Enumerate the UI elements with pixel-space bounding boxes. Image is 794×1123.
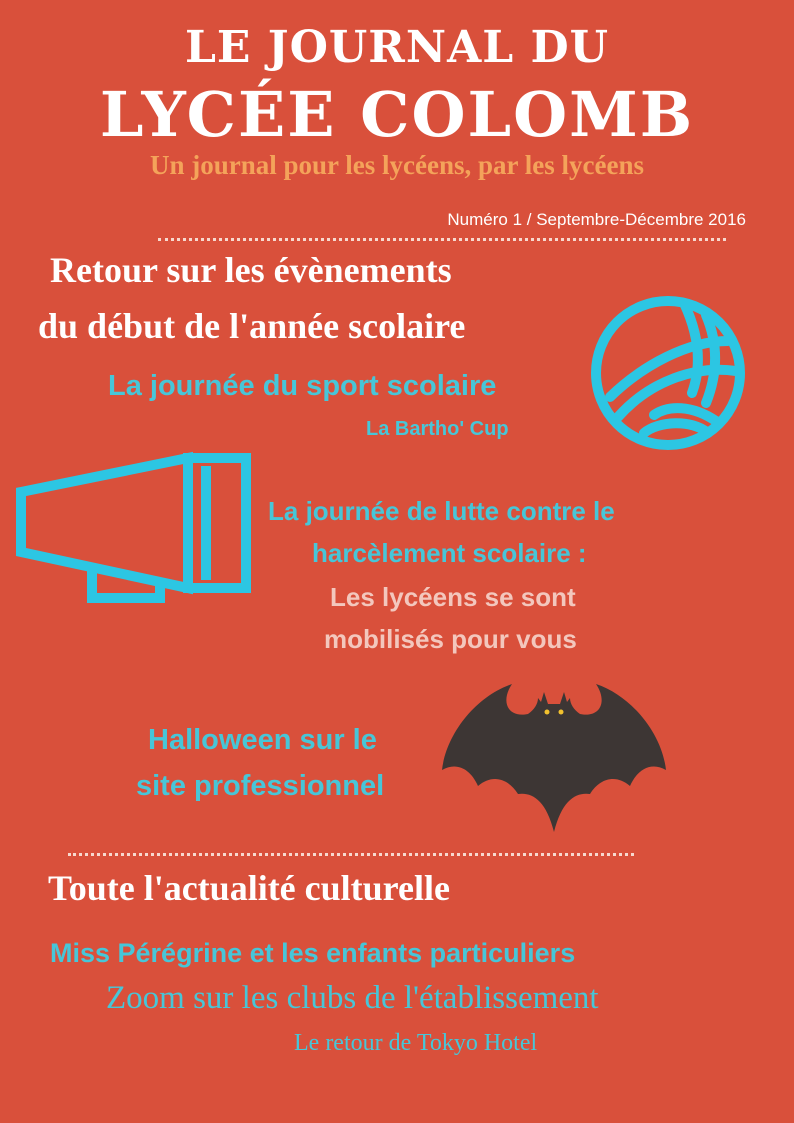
harassment-day-title-line1: La journée de lutte contre le [268, 496, 615, 526]
section-heading-events-line2: du début de l'année scolaire [38, 306, 466, 346]
megaphone-icon [16, 448, 256, 613]
volleyball-icon [588, 293, 748, 453]
culture-item-miss-peregrine: Miss Pérégrine et les enfants particuliers [50, 938, 576, 968]
bat-icon [442, 682, 666, 832]
harassment-day-title-line2: harcèlement scolaire : [312, 538, 587, 568]
sport-day-subtitle: La Bartho' Cup [366, 418, 509, 440]
issue-label: Numéro 1 / Septembre-Décembre 2016 [447, 210, 746, 229]
halloween-title-line2: site professionnel [136, 770, 385, 802]
culture-item-clubs: Zoom sur les clubs de l'établissement [106, 980, 599, 1016]
halloween-title-line1: Halloween sur le [148, 724, 377, 756]
sport-day-title: La journée du sport scolaire [108, 370, 497, 402]
masthead-title-line2: LYCÉE COLOMB [99, 78, 695, 151]
harassment-day-sub-line1: Les lycéens se sont [330, 582, 576, 612]
culture-item-tokyo-hotel: Le retour de Tokyo Hotel [294, 1030, 538, 1056]
divider-middle [68, 853, 634, 856]
masthead-subtitle: Un journal pour les lycéens, par les lycéens [149, 150, 644, 180]
section-heading-culture: Toute l'actualité culturelle [48, 868, 450, 908]
divider-top [158, 238, 726, 241]
harassment-day-sub-line2: mobilisés pour vous [324, 624, 577, 654]
masthead-title-line1: LE JOURNAL DU [184, 22, 610, 73]
section-heading-events-line1: Retour sur les évènements [50, 250, 452, 290]
